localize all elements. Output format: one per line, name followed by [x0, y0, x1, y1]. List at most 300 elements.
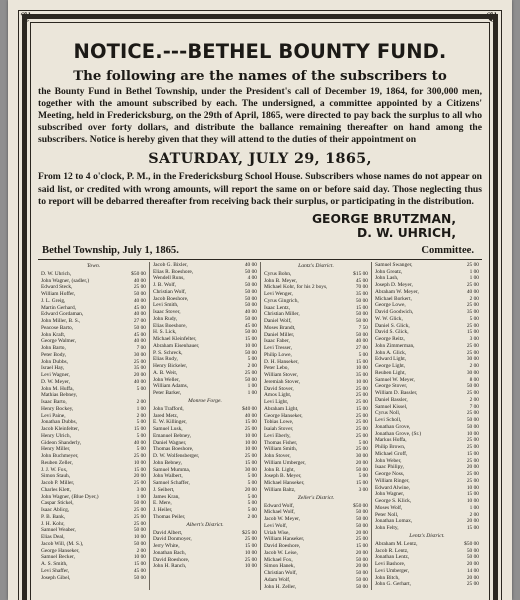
signer-name: GEORGE BRUTZMAN,	[311, 211, 456, 226]
subscriber-name: A. S. Smith,	[41, 561, 68, 567]
subscriber-entry	[375, 350, 479, 357]
subscriber-entry	[41, 568, 146, 575]
subscriber-entry	[375, 518, 479, 525]
subscriber-amount: 40 00	[133, 378, 146, 385]
subscriber-amount: 15 00	[355, 480, 368, 486]
subscriber-amount: 2 00	[469, 511, 479, 518]
subscriber-amount: 40 00	[133, 297, 146, 304]
subscriber-entry	[153, 323, 257, 330]
subscriber-name: John Dubbs,	[41, 358, 68, 365]
subscriber-name: Reuben Light,	[375, 369, 406, 376]
subscriber-entry	[264, 386, 368, 393]
subscriber-entry	[375, 424, 479, 431]
subscriber-name: Amos Light,	[264, 392, 292, 399]
subscriber-name: Levi Smith,	[153, 302, 179, 309]
subscriber-amount: 20 00	[466, 574, 479, 581]
subscriber-name: Jeremiah Stover,	[264, 378, 301, 385]
subscriber-name: Samuel Mumma,	[153, 466, 191, 473]
subscriber-entry	[41, 487, 146, 494]
subscriber-name: D. H. Hanseker,	[264, 358, 299, 365]
subscriber-name: George Light,	[375, 363, 406, 369]
subscriber-name: Jonathan Dubbs,	[41, 419, 77, 426]
subscriber-entry	[153, 370, 257, 377]
subscriber-entry	[375, 296, 479, 303]
subscriber-entry	[153, 550, 257, 557]
subscriber-amount: $50 00	[131, 270, 146, 277]
divider	[38, 259, 482, 260]
subscriber-name: Abraham W. Meyer,	[375, 288, 419, 295]
subscriber-name: William D. Bassler,	[375, 390, 418, 396]
subscriber-entry	[375, 309, 479, 316]
subscriber-name: Jonathan Grove,	[375, 423, 411, 430]
district-heading: Lentz's District.	[409, 532, 445, 539]
subscriber-name: Jacob Boeshore,	[153, 295, 189, 302]
subscriber-entry	[264, 467, 368, 474]
subscriber-entry	[153, 343, 257, 350]
subscriber-amount: 30 00	[466, 369, 479, 376]
subscriber-entry	[375, 323, 479, 330]
subscriber-name: William Hoffer,	[41, 291, 76, 297]
subscriber-name: Michael Kohr, for his 2 boys,	[264, 284, 328, 291]
subscriber-amount: 50 00	[355, 556, 368, 563]
subscriber-entry	[41, 386, 146, 393]
subscriber-amount: 50 00	[244, 302, 257, 309]
subscriber-entry	[41, 548, 146, 555]
subscriber-name: Jacob P. Miller,	[41, 480, 75, 486]
subscriber-name: Jonathan Grove, (Sr.)	[375, 430, 422, 437]
subscriber-amount: 45 00	[244, 322, 257, 329]
subscriber-name: Edward Gordaman,	[41, 311, 84, 318]
subscriber-amount: 2 00	[136, 412, 146, 419]
subscriber-name: Michael Kleinfelter,	[153, 336, 197, 342]
subscriber-name: E. W. Killinger,	[153, 419, 187, 426]
subscriber-amount: 1 00	[136, 493, 146, 500]
subscriber-name: Caspar Stickel,	[41, 500, 74, 507]
subscriber-name: Jared Metz,	[153, 412, 179, 419]
subscriber-amount: 2 00	[469, 363, 479, 369]
subscriber-amount: 25 00	[133, 480, 146, 486]
subscriber-column	[38, 262, 149, 591]
subscriber-amount: 30 00	[133, 351, 146, 358]
subscriber-entry	[264, 433, 368, 440]
subscriber-entry	[41, 413, 146, 420]
subscriber-name: William Smith,	[264, 446, 298, 453]
subscriber-amount: 20 00	[355, 563, 368, 570]
subscriber-amount: 50 00	[133, 324, 146, 331]
subscriber-entry	[153, 296, 257, 303]
subscriber-entry	[153, 377, 257, 384]
subscriber-amount: 25 00	[355, 392, 368, 399]
subscriber-amount: 50 00	[244, 288, 257, 295]
subscriber-name: William Ringer,	[375, 477, 410, 484]
subscriber-name: Moses Wolf,	[375, 504, 403, 511]
subscriber-name: Isaiah Stover,	[264, 426, 294, 432]
subscriber-amount: 50 00	[244, 329, 257, 336]
subscriber-name: William Hanseker,	[264, 536, 305, 543]
subscriber-amount: 25 00	[133, 513, 146, 520]
corner-ornament-icon: ❦	[20, 10, 32, 26]
subscriber-entry	[153, 494, 257, 501]
subscriber-entry	[264, 311, 368, 318]
subscriber-amount: 15 00	[466, 450, 479, 457]
subscriber-entry	[153, 406, 257, 413]
subscriber-amount: 14 00	[466, 567, 479, 574]
subscriber-entry	[153, 350, 257, 357]
subscriber-entry	[41, 379, 146, 386]
subscriber-name: George Hanseker,	[41, 547, 80, 554]
subscriber-amount: 25 00	[466, 282, 479, 288]
subscriber-entry	[153, 453, 257, 460]
subscriber-entry	[153, 269, 257, 276]
subscriber-name: John Greatz,	[375, 268, 403, 275]
intro-paragraph: the Bounty Fund in Bethel Township, under the President's call of December 19, 1864, for 300,000 men, together with the amount subscribed by each. The undersigned, a committee appointed by a Citizens' Meeting, held in Fredericksburg, on the 29th of April, 1865, were directed to pay back the surplus to all who subscribed over forty dollars, and distribute the ballance remaining thereafter on hand among the subscribers. Notice is hereby given that they will attend to the duties of their appointment on	[38, 86, 482, 146]
subscriber-entry	[153, 440, 257, 447]
subscriber-entry	[375, 498, 479, 505]
subscriber-name: John B. Light,	[264, 466, 295, 473]
subscriber-amount: 40 00	[133, 277, 146, 284]
subscriber-entry	[41, 419, 146, 426]
subscriber-name: John Walbert,	[153, 473, 183, 480]
subscriber-name: David Donmoyer,	[153, 536, 192, 543]
subscriber-amount: 2 00	[136, 547, 146, 554]
subscriber-entry	[264, 453, 368, 460]
subscriber-name: Samuel Schaffer,	[153, 480, 190, 486]
subscriber-name: Isaac Faber,	[264, 338, 290, 345]
subscriber-amount: 50 00	[133, 540, 146, 547]
subscriber-entry	[375, 343, 479, 350]
subscriber-name: William Stover,	[264, 372, 299, 378]
subscriber-entry	[153, 500, 257, 507]
subscriber-entry	[264, 284, 368, 291]
subscriber-amount: 3 00	[136, 486, 146, 493]
subscriber-name: John Trafford,	[153, 405, 184, 412]
subscriber-name: Henry Ulrich,	[41, 432, 71, 439]
subscriber-name: Christian Wolf,	[153, 288, 187, 295]
subscriber-entry	[375, 491, 479, 498]
subscriber-entry	[153, 302, 257, 309]
subscriber-name: Michael Hanseker,	[264, 480, 305, 486]
subscriber-name: J. H. Kohr,	[41, 520, 65, 527]
subscriber-amount: 50 00	[355, 516, 368, 522]
subscriber-amount: 5 00	[136, 446, 146, 453]
subscriber-entry	[153, 543, 257, 550]
subscriber-entry	[375, 471, 479, 478]
subscriber-name: D. W. Wolfensberger,	[153, 453, 200, 459]
subscriber-amount: 1 00	[247, 390, 257, 396]
subscriber-entry	[264, 419, 368, 426]
subscriber-amount: 70 00	[355, 284, 368, 291]
subscriber-entry	[153, 275, 257, 282]
subscriber-entry	[375, 478, 479, 485]
subscriber-name: John Wagner, (Blue Dyer,)	[41, 493, 99, 500]
subscriber-amount: 30 00	[355, 453, 368, 459]
subscriber-name: Henry Bockey,	[41, 405, 74, 412]
subscriber-amount: 5 00	[136, 419, 146, 426]
subscriber-entry	[264, 426, 368, 433]
district-heading: Town.	[86, 262, 101, 269]
subscriber-name: Isaac Lentz,	[264, 304, 291, 311]
subscriber-name: A. B. Weit,	[153, 369, 178, 376]
subscriber-name: Wendell Runs,	[153, 275, 185, 282]
subscriber-amount: 40 00	[133, 311, 146, 318]
subscriber-amount: 10 00	[466, 498, 479, 504]
subscriber-name: Daniel Wolf,	[264, 318, 292, 324]
subscriber-entry	[153, 419, 257, 426]
subscriber-entry	[153, 433, 257, 440]
subscriber-amount: 25 00	[466, 342, 479, 349]
subscriber-entry	[153, 467, 257, 474]
subscriber-name: Joseph B. Meyer,	[264, 473, 302, 480]
subscriber-name: Edward Steck,	[41, 284, 73, 291]
subscriber-amount: 50 00	[133, 291, 146, 297]
subscriber-name: Peter Noll,	[375, 511, 399, 518]
subscriber-entry	[264, 325, 368, 332]
subscriber-entry	[375, 383, 479, 390]
subscriber-name: William Umberger,	[264, 459, 306, 466]
subscriber-name: John Wagner,	[375, 491, 405, 498]
subscriber-amount: 50 00	[355, 509, 368, 516]
subscriber-entry	[375, 464, 479, 471]
committee-signers	[38, 212, 482, 240]
subscriber-entry	[264, 536, 368, 543]
subscriber-entry	[153, 480, 257, 487]
subscriber-amount: 3 00	[469, 336, 479, 342]
subscriber-amount: 50 00	[355, 311, 368, 318]
subscriber-amount: 5 00	[247, 493, 257, 500]
subscriber-name: John Rudy,	[153, 315, 178, 322]
subscriber-amount: 1 00	[469, 268, 479, 275]
subscriber-entry	[153, 530, 257, 537]
subscriber-entry	[41, 305, 146, 312]
subscriber-column	[149, 262, 260, 591]
subscriber-amount: 25 00	[355, 536, 368, 543]
subscriber-entry	[375, 512, 479, 519]
meeting-date: SATURDAY, JULY 29, 1865,	[148, 150, 372, 168]
subscriber-entry	[375, 262, 479, 269]
subscriber-entry	[264, 446, 368, 453]
subscriber-amount: 25 00	[466, 437, 479, 444]
subscriber-entry	[375, 275, 479, 282]
subscriber-name: John H. Zeller,	[264, 583, 297, 590]
subscriber-name: Edward Wolf,	[264, 502, 295, 509]
subscriber-amount: 4 00	[247, 275, 257, 282]
subscriber-entry	[41, 534, 146, 541]
subscriber-entry	[41, 345, 146, 352]
subscriber-amount: 25 00	[466, 471, 479, 477]
subscriber-entry	[264, 318, 368, 325]
subscriber-amount: 25 00	[466, 261, 479, 268]
subscriber-entry	[375, 575, 479, 582]
subscriber-name: Jonathan Lentz,	[375, 554, 410, 561]
subscriber-amount: 25 00	[466, 581, 479, 588]
subscriber-entry	[153, 426, 257, 433]
subscriber-name: Daniel Bassler,	[375, 396, 408, 403]
subscriber-entry	[375, 316, 479, 323]
subscriber-amount: 50 00	[466, 554, 479, 561]
subscriber-name: Levi Eberly,	[264, 432, 291, 439]
subscriber-amount: 15 00	[133, 561, 146, 567]
subscriber-name: Joseph Gibel,	[41, 574, 71, 581]
subscriber-entry	[41, 372, 146, 379]
subscriber-entry	[41, 433, 146, 440]
subscriber-name: David Albert,	[153, 529, 183, 536]
subscriber-entry	[153, 262, 257, 269]
subscriber-amount: 10 00	[466, 484, 479, 491]
subscriber-amount: 25 00	[466, 322, 479, 329]
subscriber-amount: 5 00	[469, 315, 479, 322]
subscriber-name: David S. Glick,	[375, 329, 409, 336]
subscriber-entry	[375, 404, 479, 411]
subscriber-entry	[41, 554, 146, 561]
subscriber-amount	[144, 392, 146, 399]
subscriber-name: Jacob W. Meyer,	[264, 516, 301, 522]
subscriber-amount: 50 00	[355, 318, 368, 324]
subscriber-entry	[264, 577, 368, 584]
subscriber-amount: 20 00	[244, 486, 257, 493]
subscriber-amount: 20 00	[133, 372, 146, 378]
subscriber-entry	[375, 444, 479, 451]
subscriber-name: David Boeshore,	[264, 543, 301, 549]
subscriber-entry	[153, 413, 257, 420]
subscriber-entry	[41, 527, 146, 534]
subscriber-amount: $50 00	[464, 540, 479, 547]
subscriber-name: Daniel Wagner,	[153, 439, 187, 446]
subscriber-entry	[41, 514, 146, 521]
subscriber-entry	[375, 581, 479, 588]
subscriber-amount: 10 00	[133, 459, 146, 466]
subscriber-name: Levi Paine,	[41, 412, 66, 419]
subscriber-amount: 35 00	[466, 309, 479, 315]
subscriber-amount: 20 00	[133, 473, 146, 480]
subscriber-entry	[375, 431, 479, 438]
subscriber-amount: 50 00	[244, 282, 257, 288]
subscriber-entry	[264, 365, 368, 372]
subscriber-entry	[41, 453, 146, 460]
subscriber-name: E. Mere,	[153, 500, 172, 507]
subscriber-name: Levi Wenger,	[264, 291, 293, 297]
subscriber-name: Levi Umberger,	[375, 567, 410, 574]
subscriber-amount: 20 00	[355, 529, 368, 536]
subscriber-amount: 50 00	[244, 295, 257, 302]
subscriber-amount: 30 00	[244, 466, 257, 473]
subscriber-name: Reuben Zeller,	[41, 459, 73, 466]
subscriber-entry	[375, 370, 479, 377]
subscriber-entry	[153, 316, 257, 323]
subscriber-name: Jacob Kleinfelter,	[41, 426, 80, 432]
subscriber-amount: 25 00	[355, 426, 368, 432]
subscriber-amount: 25 00	[355, 385, 368, 392]
subscriber-column	[260, 262, 371, 591]
subscriber-entry	[41, 440, 146, 447]
subscriber-entry	[264, 379, 368, 386]
subscriber-amount: 5 00	[247, 507, 257, 513]
subscriber-name: Cyrus Noll,	[375, 410, 401, 417]
subscriber-amount: 7 00	[469, 403, 479, 410]
subscriber-amount: 2 00	[247, 513, 257, 520]
place-date-line	[38, 245, 482, 256]
subscriber-name: William Baltz,	[264, 486, 296, 493]
subscriber-amount: 25 00	[466, 477, 479, 484]
subscriber-amount: 40 00	[466, 288, 479, 295]
subscriber-entry	[41, 278, 146, 285]
subscriber-name: John H. Ranch,	[153, 563, 187, 570]
subscriber-amount: 10 00	[355, 365, 368, 372]
subscriber-amount: 40 00	[244, 261, 257, 268]
subscriber-name: John Weber,	[375, 457, 402, 464]
subscriber-name: D. W. Uhrich,	[41, 270, 72, 277]
subscriber-entry	[264, 480, 368, 487]
subscriber-amount: 25 00	[355, 446, 368, 453]
subscriber-name: Christian Miller,	[264, 311, 300, 318]
subscriber-name: J. Heiler,	[153, 507, 173, 513]
subscriber-entry	[41, 271, 146, 278]
subscriber-amount: 25 00	[355, 432, 368, 439]
subscriber-name: Emanuel Bebney,	[153, 432, 191, 439]
subscriber-amount: 50 00	[466, 383, 479, 390]
subscriber-entry	[264, 550, 368, 557]
subscriber-amount: 25 00	[466, 410, 479, 417]
subscriber-name: Abraham Eisenhauer,	[153, 342, 200, 349]
subscriber-name: Michael Wolf,	[264, 509, 295, 516]
subscriber-name: Peter Body,	[41, 351, 67, 358]
subscriber-name: David Boeshore,	[153, 556, 190, 563]
subscriber-entry	[264, 298, 368, 305]
subscriber-name: Jacob G. Bixler,	[153, 261, 188, 268]
subscriber-name: Samuel Swanger,	[375, 261, 413, 268]
subscriber-amount: 40 00	[133, 439, 146, 446]
subscriber-amount: 50 00	[466, 417, 479, 423]
subscriber-name: Jerry White,	[153, 543, 180, 549]
subscriber-name: Jonathan Bach,	[153, 549, 186, 556]
subscriber-entry	[41, 575, 146, 582]
subscriber-name: Jonathan Lomax,	[375, 518, 413, 525]
subscriber-amount: 20 00	[466, 464, 479, 471]
subscriber-name: John Bitch,	[375, 574, 400, 581]
subscriber-entry	[375, 397, 479, 404]
subscriber-column	[371, 262, 482, 591]
subscriber-amount: 10 00	[244, 563, 257, 570]
subscriber-name: Tobias Lowe,	[264, 419, 294, 426]
subscriber-amount: 15 00	[244, 419, 257, 426]
subscriber-name: D. W. Meyer,	[41, 378, 70, 385]
subscriber-name: Daniel S. Glick,	[375, 322, 410, 329]
subscriber-entry	[264, 557, 368, 564]
subscriber-amount: 50 00	[355, 331, 368, 338]
subscriber-amount: 50 00	[355, 466, 368, 473]
subscriber-amount: 5 00	[136, 385, 146, 392]
subscriber-amount: 25 00	[133, 453, 146, 459]
subscriber-amount: 25 00	[466, 349, 479, 356]
subscriber-name: Elias Deal,	[41, 534, 65, 540]
subscriber-amount: 25 00	[466, 390, 479, 396]
subscriber-name: Cyrus Bohn,	[264, 270, 292, 277]
subscriber-name: J. Seibert,	[153, 486, 175, 493]
subscriber-name: Peacose Barto,	[41, 324, 74, 331]
subscriber-name: Abraham Light,	[264, 405, 299, 412]
intro-heading: The following are the names of the subscribers to	[73, 68, 447, 84]
subscriber-entry	[264, 570, 368, 577]
subscriber-entry	[264, 530, 368, 537]
subscriber-entry	[41, 473, 146, 480]
subscriber-entry	[41, 399, 146, 406]
subscriber-entry	[264, 440, 368, 447]
subscriber-amount: 50 00	[355, 583, 368, 590]
subscriber-amount: 8 00	[469, 376, 479, 383]
subscriber-amount: 25 00	[244, 453, 257, 459]
subscriber-name: Jacob W. Leise,	[264, 549, 298, 556]
subscriber-name: P. B. Bank,	[41, 513, 66, 520]
subscriber-name: John G. Gerhart,	[375, 581, 411, 588]
